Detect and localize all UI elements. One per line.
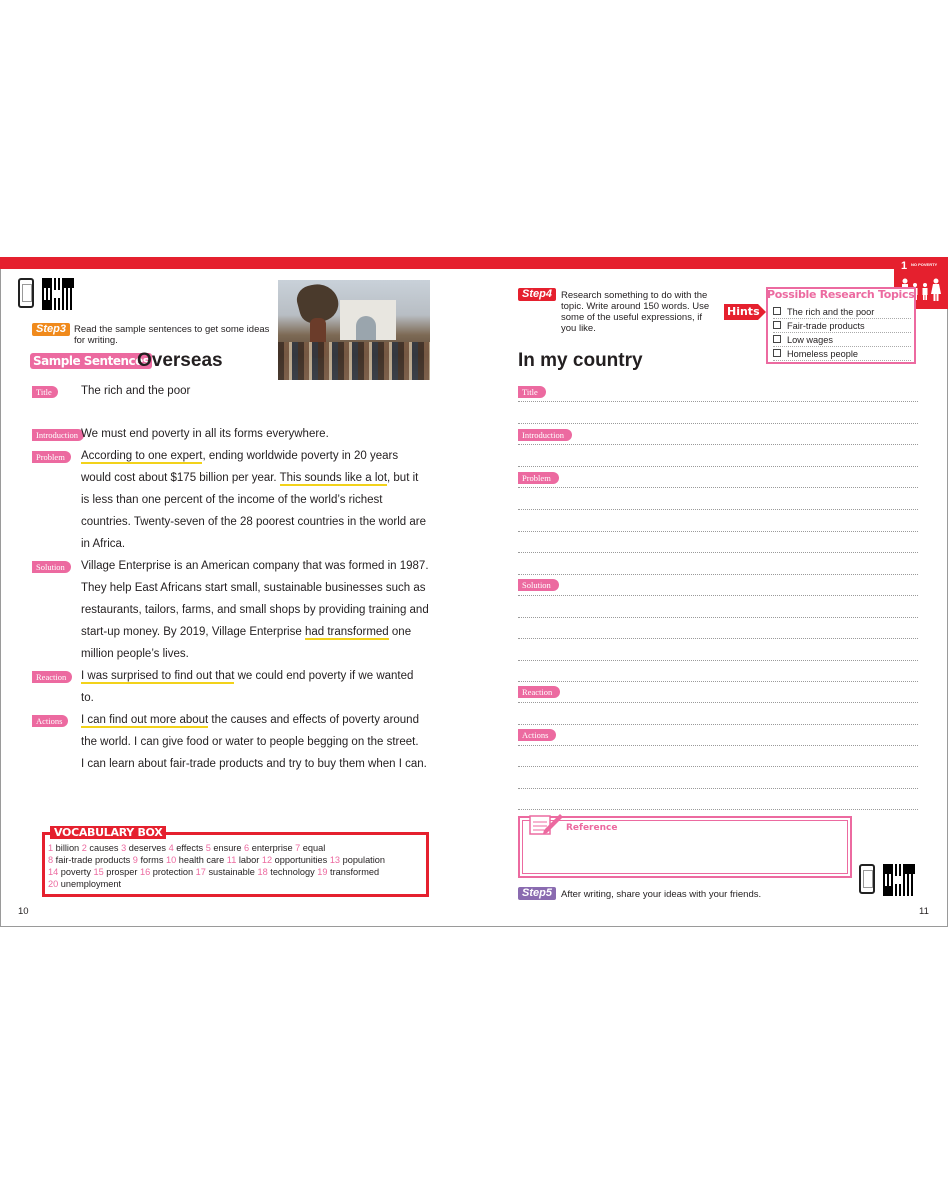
problem-line-2-pre: would cost about $175 billion per year. [81, 472, 280, 484]
vocab-word: equal [302, 843, 326, 853]
tag-problem: Problem [518, 472, 559, 484]
vocab-number: 14 [48, 867, 61, 877]
tag-reaction: Reaction [32, 671, 72, 683]
solution-line-2: They help East Africans start small, sustainable businesses such as [81, 582, 426, 594]
step4-badge: Step4 [518, 288, 556, 301]
hints-label: Hints [727, 305, 760, 318]
tag-introduction: Introduction [32, 429, 84, 441]
vocab-number: 11 [226, 855, 239, 865]
writing-line[interactable] [518, 509, 918, 511]
vocab-number: 9 [132, 855, 141, 865]
highlight-expression: This sounds like a lot [279, 472, 388, 484]
research-topic-label: Homeless people [787, 349, 858, 359]
checkbox-icon[interactable] [773, 321, 781, 329]
problem-line-3: is less than one percent of the income of the world’s richest [81, 494, 383, 506]
writing-line[interactable] [518, 531, 918, 533]
actions-line-1 [81, 714, 419, 726]
reaction-line-1 [81, 670, 413, 682]
vocab-number: 3 [121, 843, 129, 853]
problem-line-2 [81, 472, 418, 484]
vocab-number: 20 [48, 879, 61, 889]
step5-badge: Step5 [518, 887, 556, 900]
step4-text-1: Research something to do with the [561, 290, 708, 301]
vocab-row [48, 843, 325, 854]
page-title-my-country: In my country [518, 350, 643, 371]
problem-line-1 [81, 450, 398, 462]
writing-line[interactable] [518, 638, 918, 640]
smartphone-icon [859, 864, 875, 894]
step4-text-4: you like. [561, 323, 596, 334]
highlight-expression: I can find out more about [81, 714, 209, 726]
tag-title: Title [518, 386, 546, 398]
writing-line[interactable] [518, 745, 918, 747]
vocab-number: 15 [93, 867, 107, 877]
vocab-number: 5 [205, 843, 214, 853]
tag-problem: Problem [32, 451, 71, 463]
writing-line[interactable] [518, 617, 918, 619]
step3-text-1: Read the sample sentences to get some ideas [74, 324, 270, 335]
research-topic-item [773, 321, 911, 333]
page-number-left: 10 [18, 906, 29, 917]
highlight-expression: I was surprised to find out that [81, 670, 235, 682]
page-title-overseas: Overseas [137, 350, 223, 371]
writing-line[interactable] [518, 660, 918, 662]
title-text: The rich and the poor [81, 385, 191, 397]
writing-line[interactable] [518, 702, 918, 704]
reaction-line-1-rest: we could end poverty if we wanted [234, 670, 414, 682]
checkbox-icon[interactable] [773, 349, 781, 357]
tag-reaction: Reaction [518, 686, 560, 698]
vocab-word: protection [152, 867, 196, 877]
vocab-number: 12 [261, 855, 275, 865]
introduction-text: We must end poverty in all its forms everywhere. [81, 428, 329, 440]
vocab-number: 13 [329, 855, 343, 865]
writing-line[interactable] [518, 466, 918, 468]
step3-text-2: for writing. [74, 335, 118, 346]
actions-line-2: the world. I can give food or water to people begging on the street. [81, 736, 419, 748]
writing-line[interactable] [518, 681, 918, 683]
vocab-number: 16 [139, 867, 153, 877]
vocab-word: deserves [128, 843, 169, 853]
tag-title: Title [32, 386, 58, 398]
sdg-number: 1 [901, 260, 908, 272]
solution-line-4-pre: start-up money. By 2019, Village Enterprise [81, 626, 305, 638]
qr-code-icon[interactable] [42, 278, 74, 310]
reaction-line-2: to. [81, 692, 94, 704]
writing-line[interactable] [518, 766, 918, 768]
vocab-number: 2 [81, 843, 90, 853]
solution-line-3: restaurants, tailors, farms, and small shops by providing training and [81, 604, 429, 616]
vocab-number: 18 [257, 867, 271, 877]
vocab-number: 7 [295, 843, 303, 853]
research-topic-label: Low wages [787, 335, 833, 345]
writing-line[interactable] [518, 574, 918, 576]
writing-line[interactable] [518, 724, 918, 726]
solution-line-4-post: one [388, 626, 412, 638]
writing-line[interactable] [518, 595, 918, 597]
tag-solution: Solution [518, 579, 559, 591]
page-number-right: 11 [919, 906, 929, 917]
vocab-number: 10 [165, 855, 179, 865]
problem-line-2-post: , but it [387, 472, 419, 484]
solution-line-4 [81, 626, 411, 638]
vocab-word: forms [140, 855, 166, 865]
vocab-word: ensure [213, 843, 245, 853]
sample-sentences-badge: Sample Sentences [30, 353, 152, 369]
vocab-number: 1 [48, 843, 56, 853]
vocab-number: 8 [48, 855, 56, 865]
qr-code-icon[interactable] [883, 864, 915, 896]
writing-line[interactable] [518, 423, 918, 425]
vocab-word: labor [238, 855, 262, 865]
vocab-word: poverty [60, 867, 94, 877]
research-topic-label: Fair-trade products [787, 321, 865, 331]
vocab-word: unemployment [60, 879, 122, 889]
vocab-word: causes [89, 843, 122, 853]
research-topic-item [773, 307, 911, 319]
actions-line-1-rest: the causes and effects of poverty around [208, 714, 419, 726]
checkbox-icon[interactable] [773, 307, 781, 315]
research-topic-item [773, 335, 911, 347]
vocab-row [48, 855, 385, 866]
vocab-word: enterprise [251, 843, 296, 853]
highlight-expression: had transformed [304, 626, 389, 638]
vocab-word: population [342, 855, 385, 865]
sdg-label: NO POVERTY [911, 262, 938, 267]
notepad-pencil-icon [528, 812, 564, 836]
vocab-word: fair-trade products [55, 855, 133, 865]
vocabulary-box-title: VOCABULARY BOX [50, 826, 166, 839]
vocab-word: opportunities [274, 855, 330, 865]
research-topic-label: The rich and the poor [787, 307, 875, 317]
vocab-row [48, 867, 379, 878]
writing-line[interactable] [518, 487, 918, 489]
vocab-word: sustainable [208, 867, 258, 877]
vocab-number: 4 [168, 843, 177, 853]
vocab-word: transformed [330, 867, 380, 877]
step4-text-3: some of the useful expressions, if [561, 312, 702, 323]
tag-actions: Actions [32, 715, 68, 727]
writing-line[interactable] [518, 401, 918, 403]
smartphone-icon [18, 278, 34, 308]
writing-line[interactable] [518, 552, 918, 554]
solution-line-1: Village Enterprise is an American company that was formed in 1987. [81, 560, 429, 572]
highlight-expression: According to one expert [81, 450, 203, 462]
vocab-word: prosper [106, 867, 140, 877]
reference-label: Reference [566, 823, 618, 833]
problem-line-1-rest: , ending worldwide poverty in 20 years [202, 450, 399, 462]
problem-line-5: in Africa. [81, 538, 126, 550]
writing-line[interactable] [518, 809, 918, 811]
writing-line[interactable] [518, 444, 918, 446]
checkbox-icon[interactable] [773, 335, 781, 343]
tag-introduction: Introduction [518, 429, 572, 441]
solution-line-5: million people’s lives. [81, 648, 189, 660]
vocab-row [48, 879, 121, 890]
step4-text-2: topic. Write around 150 words. Use [561, 301, 710, 312]
actions-line-3: I can learn about fair-trade products and try to buy them when I can. [81, 758, 427, 770]
problem-line-4: countries. Twenty-seven of the 28 poorest countries in the world are [81, 516, 426, 528]
step3-badge: Step3 [32, 323, 70, 336]
step5-text: After writing, share your ideas with your friends. [561, 889, 762, 900]
research-topic-item [773, 349, 911, 361]
market-photo [278, 280, 430, 380]
writing-line[interactable] [518, 788, 918, 790]
research-topics-title: Possible Research Topics [767, 288, 915, 301]
vocab-number: 17 [195, 867, 209, 877]
vocab-word: health care [178, 855, 227, 865]
tag-actions: Actions [518, 729, 556, 741]
vocab-word: billion [55, 843, 82, 853]
vocab-word: effects [176, 843, 206, 853]
top-red-bar [0, 257, 948, 269]
vocab-word: technology [270, 867, 318, 877]
vocab-number: 19 [317, 867, 331, 877]
tag-solution: Solution [32, 561, 71, 573]
vocab-number: 6 [244, 843, 252, 853]
